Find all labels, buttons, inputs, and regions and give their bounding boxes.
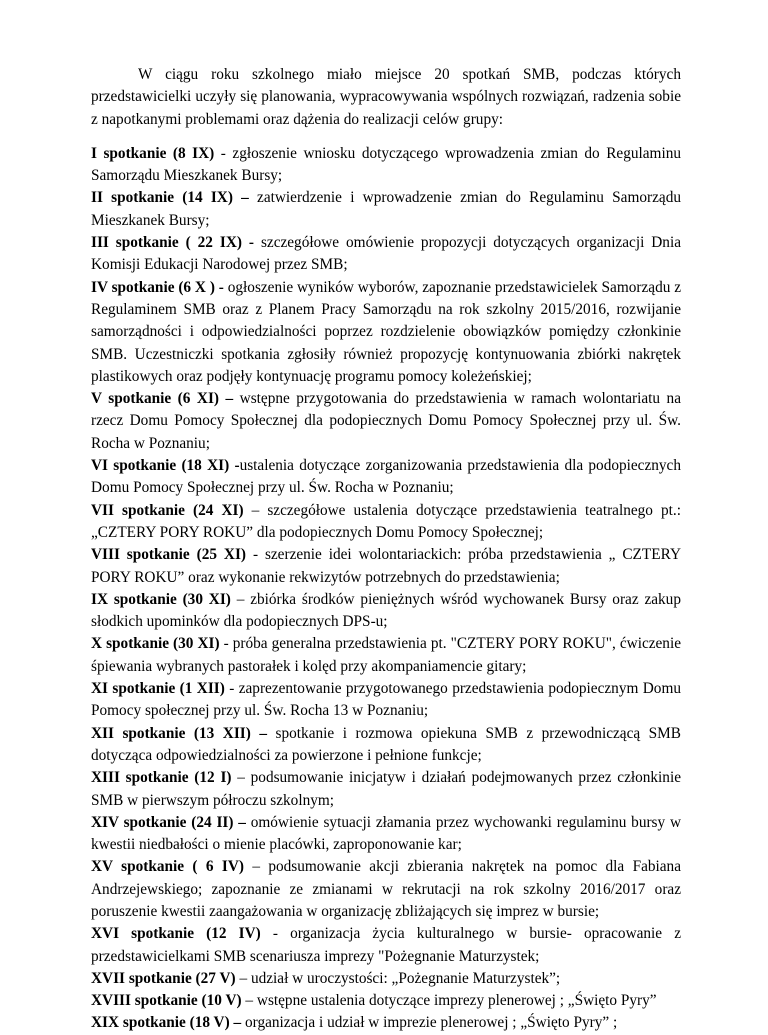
meeting-text: - zaprezentowanie przygotowanego przedstawienia podopiecznym Domu Pomocy społecznej przy ul. Św. Rocha 13 w Poznaniu; [91, 680, 681, 720]
meeting-text: - organizacja życia kulturalnego w bursie- opracowanie z przedstawicielkami SMB scenariusza imprezy "Pożegnanie Maturzystek; [91, 925, 681, 965]
meeting-text: wstępne przygotowania do przedstawienia w ramach wolontariatu na rzecz Domu Pomocy Społecznej dla podopiecznych Domu Pomocy Społecznej przy ul. Św. Rocha w Poznaniu; [91, 390, 681, 452]
meeting-text: spotkanie i rozmowa opiekuna SMB z przewodniczącą SMB dotycząca odpowiedzialności za powierzone i pełnione funkcje; [91, 724, 681, 764]
meeting-heading: X spotkanie (30 XI) [91, 635, 220, 653]
meeting-text: - szerzenie idei wolontariackich: próba przedstawienia „ CZTERY PORY ROKU” oraz wykonanie rekwizytów potrzebnych do przedstawienia; [91, 546, 681, 586]
meeting-list [91, 143, 681, 1035]
meeting-heading: XIX spotkanie (18 V) – [91, 1014, 242, 1032]
meeting-item [91, 678, 681, 723]
meeting-item [91, 455, 681, 500]
intro-paragraph: W ciągu roku szkolnego miało miejsce 20 spotkań SMB, podczas których przedstawicielki uczyły się planowania, wypracowywania wspólnych rozwiązań, radzenia sobie z napotkanymi problemami oraz dążenia do realizacji celów grupy: [91, 66, 681, 128]
meeting-item [91, 589, 681, 634]
meeting-item [91, 812, 681, 857]
meeting-text: zatwierdzenie i wprowadzenie zmian do Regulaminu Samorządu Mieszkanek Bursy; [91, 189, 681, 229]
meeting-item [91, 232, 681, 277]
meeting-heading: XIII spotkanie (12 I) [91, 769, 232, 787]
meeting-text: ogłoszenie wyników wyborów, zapoznanie przedstawicielek Samorządu z Regulaminem SMB oraz z Planem Pracy Samorządu na rok szkolny 2015/2016, rozwijanie samorządności i odpowiedzialności poprzez rozdzielenie obowiązków pomiędzy członkinie SMB. Uczestniczki spotkania zgłosiły również propozycję kontynuowania zbiórki nakrętek plastikowych oraz podjęły kontynuację programu pomocy koleżeńskiej; [91, 278, 682, 385]
meeting-item [91, 544, 681, 589]
meeting-heading: XVII spotkanie (27 V) [91, 969, 236, 987]
meeting-text: - próba generalna przedstawienia pt. "CZTERY PORY ROKU", ćwiczenie śpiewania wybranych pastorałek i kolęd przy akompaniamencie gitary; [91, 635, 681, 675]
meeting-item [91, 633, 681, 678]
meeting-text: – podsumowanie akcji zbierania nakrętek na pomoc dla Fabiana Andrzejewskiego; zapoznanie ze zmianami w rekrutacji na rok szkolny 2016/2017 oraz poruszenie kwestii zaangażowania w organizację zbliżających się imprez w bursie; [91, 858, 681, 920]
meeting-item [91, 187, 681, 232]
meeting-heading: XI spotkanie (1 XII) [91, 680, 225, 698]
meeting-item [91, 1012, 681, 1034]
meeting-item [91, 723, 681, 768]
meeting-item [91, 968, 681, 990]
meeting-heading: XV spotkanie ( 6 IV) [91, 858, 244, 876]
meeting-heading: I spotkanie (8 IX) [91, 144, 215, 162]
meeting-item [91, 856, 681, 923]
meeting-text: – wstępne ustalenia dotyczące imprezy plenerowej ; „Święto Pyry” [241, 992, 657, 1010]
meeting-text: – podsumowanie inicjatyw i działań podejmowanych przez członkinie SMB w pierwszym półroczu szkolnym; [91, 769, 681, 809]
meeting-text: organizacja i udział w imprezie plenerowej ; „Święto Pyry” ; [241, 1014, 618, 1032]
meeting-heading: XIV spotkanie (24 II) – [91, 813, 246, 831]
meeting-item [91, 388, 681, 455]
meeting-text: - zgłoszenie wniosku dotyczącego wprowadzenia zmian do Regulaminu Samorządu Mieszkanek Bursy; [91, 144, 681, 185]
meeting-heading: IX spotkanie (30 XI) [91, 590, 231, 608]
meeting-item [91, 143, 681, 188]
meeting-text: – szczegółowe ustalenia dotyczące przedstawienia teatralnego pt.: „CZTERY PORY ROKU” dla podopiecznych Domu Pomocy Społecznej; [91, 501, 681, 541]
meeting-text: – udział w uroczystości: „Pożegnanie Maturzystek”; [235, 969, 561, 987]
meeting-heading: VII spotkanie (24 XI) [91, 501, 244, 519]
meeting-text: – zbiórka środków pieniężnych wśród wychowanek Bursy oraz zakup słodkich upominków dla podopiecznych DPS-u; [91, 590, 681, 631]
meeting-heading: XVI spotkanie (12 IV) [91, 925, 261, 943]
meeting-heading: XII spotkanie (13 XII) – [91, 724, 268, 742]
meeting-heading: V spotkanie (6 XI) – [91, 390, 234, 408]
meeting-heading: II spotkanie (14 IX) – [91, 189, 249, 207]
meeting-heading: IV spotkanie (6 X ) - [91, 278, 224, 296]
meeting-heading: III spotkanie ( 22 IX) - [91, 234, 255, 252]
document-page [91, 64, 681, 1035]
meeting-text: ustalenia dotyczące zorganizowania przedstawienia dla podopiecznych Domu Pomocy Społecznej przy ul. Św. Rocha w Poznaniu; [91, 457, 681, 497]
meeting-item [91, 923, 681, 968]
meeting-item [91, 277, 681, 388]
meeting-item [91, 767, 681, 812]
meeting-heading: VIII spotkanie (25 XI) [91, 546, 247, 564]
meeting-item [91, 500, 681, 545]
meeting-heading: VI spotkanie (18 XI) - [91, 457, 240, 475]
meeting-text: omówienie sytuacji złamania przez wychowanki regulaminu bursy w kwestii niedbałości o mienie placówki, zaproponowanie kar; [91, 813, 682, 854]
meeting-heading: XVIII spotkanie (10 V) [91, 992, 242, 1010]
meeting-text: szczegółowe omówienie propozycji dotyczących organizacji Dnia Komisji Edukacji Narodowej przez SMB; [91, 234, 681, 274]
